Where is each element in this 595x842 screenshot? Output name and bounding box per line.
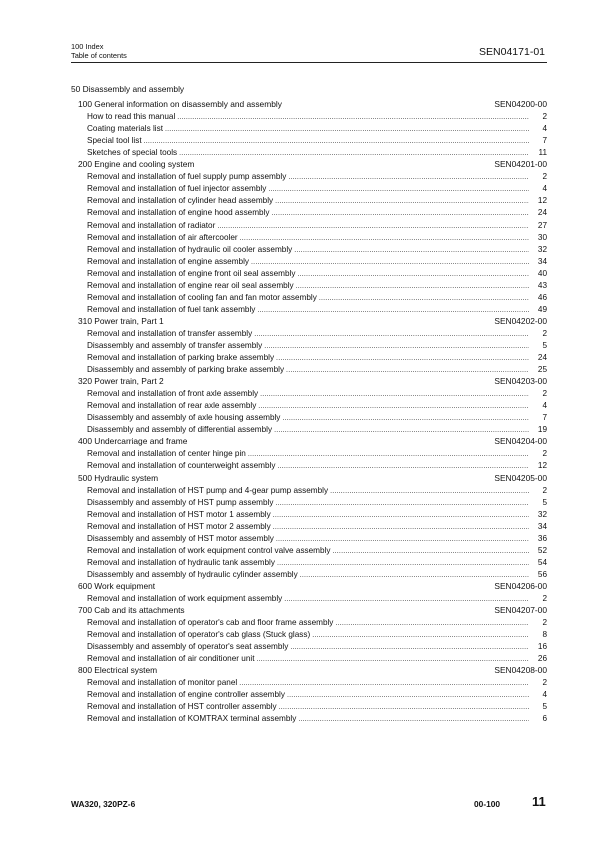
- dot-leader: [279, 702, 529, 711]
- toc-entry[interactable]: [78, 169, 548, 181]
- entry-page: 26: [537, 654, 547, 664]
- section-title: 600 Work equipment: [78, 580, 156, 591]
- entry-page: 27: [537, 220, 547, 230]
- dot-leader: [286, 365, 529, 374]
- toc-entry[interactable]: [78, 555, 548, 567]
- dot-leader: [335, 618, 529, 627]
- entry-page: 52: [537, 545, 547, 555]
- entry-title: Coating materials list: [87, 124, 163, 134]
- dot-leader: [282, 413, 529, 422]
- section-title: 320 Power train, Part 2: [78, 376, 164, 387]
- entry-title: Disassembly and assembly of parking brake assembly: [87, 365, 285, 375]
- toc-section: [78, 579, 548, 591]
- entry-title: Removal and installation of hydraulic oil cooler assembly: [87, 244, 293, 254]
- toc-entry[interactable]: [78, 398, 548, 410]
- entry-title: Removal and installation of engine controller assembly: [87, 690, 285, 700]
- toc-entry[interactable]: [78, 422, 548, 434]
- toc-entry[interactable]: [78, 326, 548, 338]
- entry-title: Removal and installation of parking brake assembly: [87, 353, 275, 363]
- toc-entry[interactable]: [78, 205, 548, 217]
- dot-leader: [319, 293, 529, 302]
- toc-entry[interactable]: [78, 266, 548, 278]
- dot-leader: [272, 208, 529, 217]
- entry-page: 4: [542, 184, 547, 194]
- entry-page: 32: [537, 244, 547, 254]
- entry-title: Sketches of special tools: [87, 148, 178, 158]
- section-title: 200 Engine and cooling system: [78, 159, 195, 170]
- dot-leader: [290, 642, 529, 651]
- section-title: 800 Electrical system: [78, 665, 158, 676]
- entry-page: 24: [537, 353, 547, 363]
- section-code: SEN04205-00: [494, 472, 547, 483]
- dot-leader: [260, 389, 529, 398]
- entry-page: 36: [537, 533, 547, 543]
- entry-page: 6: [542, 714, 547, 724]
- toc-entry[interactable]: [78, 109, 548, 121]
- entry-page: 2: [542, 328, 547, 338]
- entry-page: 4: [542, 401, 547, 411]
- dot-leader: [251, 257, 529, 266]
- entry-page: 34: [537, 521, 547, 531]
- entry-title: Disassembly and assembly of HST pump assembly: [87, 497, 274, 507]
- header-left: [71, 42, 127, 60]
- section-title: 500 Hydraulic system: [78, 472, 159, 483]
- toc-entry[interactable]: [78, 639, 548, 651]
- entry-page: 4: [542, 124, 547, 134]
- entry-page: 2: [542, 678, 547, 688]
- entry-title: Removal and installation of front axle assembly: [87, 389, 259, 399]
- entry-page: 5: [542, 497, 547, 507]
- entry-page: 5: [542, 702, 547, 712]
- dot-leader: [312, 630, 529, 639]
- section-code: SEN04206-00: [494, 580, 547, 591]
- entry-title: Removal and installation of work equipment assembly: [87, 593, 283, 603]
- dot-leader: [277, 558, 529, 567]
- dot-leader: [257, 305, 529, 314]
- entry-title: Disassembly and assembly of operator's seat assembly: [87, 642, 289, 652]
- toc-entry[interactable]: [78, 543, 548, 555]
- toc-entry[interactable]: [78, 591, 548, 603]
- toc-section: [78, 374, 548, 386]
- entry-page: 2: [542, 112, 547, 122]
- dot-leader: [275, 196, 529, 205]
- dot-leader: [287, 690, 529, 699]
- toc-section: [78, 603, 548, 615]
- dot-leader: [217, 221, 529, 230]
- entry-title: How to read this manual: [87, 112, 176, 122]
- dot-leader: [298, 714, 529, 723]
- dot-leader: [296, 281, 529, 290]
- toc-entry[interactable]: [78, 350, 548, 362]
- toc-entry[interactable]: [78, 483, 548, 495]
- section-title: 400 Undercarriage and frame: [78, 436, 188, 447]
- toc-entry[interactable]: [78, 386, 548, 398]
- section-title: 310 Power train, Part 1: [78, 315, 164, 326]
- entry-title: Removal and installation of KOMTRAX terminal assembly: [87, 714, 297, 724]
- dot-leader: [248, 449, 529, 458]
- entry-title: Disassembly and assembly of hydraulic cylinder assembly: [87, 569, 298, 579]
- dot-leader: [294, 245, 529, 254]
- header-doc-code: SEN04171-01: [479, 46, 545, 58]
- header-toc-label: Table of contents: [71, 51, 127, 60]
- entry-page: 16: [537, 642, 547, 652]
- toc-entry[interactable]: [78, 615, 548, 627]
- entry-title: Removal and installation of counterweight assembly: [87, 461, 276, 471]
- toc-entry[interactable]: [78, 338, 548, 350]
- section-code: SEN04204-00: [494, 436, 547, 447]
- toc-entry[interactable]: [78, 133, 548, 145]
- dot-leader: [273, 522, 529, 531]
- dot-leader: [258, 401, 529, 410]
- section-code: SEN04207-00: [494, 605, 547, 616]
- dot-leader: [276, 534, 529, 543]
- toc-entry[interactable]: [78, 567, 548, 579]
- footer-page-number: 11: [532, 794, 546, 809]
- section-code: SEN04200-00: [494, 99, 547, 110]
- toc-entry[interactable]: [78, 302, 548, 314]
- entry-page: 24: [537, 208, 547, 218]
- entry-title: Disassembly and assembly of transfer assembly: [87, 340, 263, 350]
- toc-entry[interactable]: [78, 278, 548, 290]
- dot-leader: [330, 486, 529, 495]
- entry-page: 25: [537, 365, 547, 375]
- dot-leader: [264, 341, 529, 350]
- entry-title: Removal and installation of monitor panel: [87, 678, 238, 688]
- dot-leader: [276, 353, 529, 362]
- entry-title: Removal and installation of work equipment control valve assembly: [87, 545, 331, 555]
- entry-title: Disassembly and assembly of HST motor assembly: [87, 533, 274, 543]
- toc-entry[interactable]: [78, 495, 548, 507]
- toc-entry[interactable]: [78, 410, 548, 422]
- footer-code: 00-100: [474, 799, 501, 809]
- dot-leader: [240, 233, 529, 242]
- entry-page: 2: [542, 449, 547, 459]
- entry-page: 2: [542, 593, 547, 603]
- entry-page: 30: [537, 232, 547, 242]
- entry-page: 54: [537, 557, 547, 567]
- dot-leader: [179, 148, 529, 157]
- toc-entry[interactable]: [78, 121, 548, 133]
- entry-title: Removal and installation of transfer assembly: [87, 328, 253, 338]
- dot-leader: [268, 184, 529, 193]
- toc-section: [78, 157, 548, 169]
- entry-page: 49: [537, 304, 547, 314]
- entry-page: 2: [542, 618, 547, 628]
- entry-title: Removal and installation of engine rear oil seal assembly: [87, 280, 294, 290]
- section-title: 100 General information on disassembly and assembly: [78, 99, 282, 110]
- toc-entry[interactable]: [78, 458, 548, 470]
- entry-title: Removal and installation of hydraulic tank assembly: [87, 557, 275, 567]
- section-code: SEN04203-00: [494, 376, 547, 387]
- entry-title: Removal and installation of air aftercooler: [87, 232, 238, 242]
- entry-title: Removal and installation of rear axle assembly: [87, 401, 257, 411]
- entry-page: 2: [542, 389, 547, 399]
- toc-entry[interactable]: [78, 242, 548, 254]
- toc-section: [78, 434, 548, 446]
- toc-section: [78, 97, 548, 109]
- dot-leader: [239, 678, 529, 687]
- entry-title: Special tool list: [87, 136, 142, 146]
- entry-title: Removal and installation of fuel injector assembly: [87, 184, 267, 194]
- entry-title: Removal and installation of HST pump and 4-gear pump assembly: [87, 485, 329, 495]
- toc-entry[interactable]: [78, 254, 548, 266]
- entry-title: Removal and installation of center hinge pin: [87, 449, 246, 459]
- section-code: SEN04201-00: [494, 159, 547, 170]
- toc-entry[interactable]: [78, 181, 548, 193]
- entry-page: 40: [537, 268, 547, 278]
- header-rule: [71, 62, 547, 63]
- table-of-contents: [78, 97, 548, 723]
- entry-page: 32: [537, 509, 547, 519]
- toc-entry[interactable]: [78, 711, 548, 723]
- header-index-label: 100 Index: [71, 42, 104, 51]
- dot-leader: [275, 498, 529, 507]
- entry-title: Disassembly and assembly of axle housing assembly: [87, 413, 281, 423]
- toc-entry[interactable]: [78, 193, 548, 205]
- entry-page: 7: [542, 413, 547, 423]
- dot-leader: [273, 510, 529, 519]
- entry-title: Removal and installation of fuel supply pump assembly: [87, 172, 287, 182]
- toc-entry[interactable]: [78, 446, 548, 458]
- toc-section: [78, 470, 548, 482]
- dot-leader: [277, 461, 529, 470]
- dot-leader: [288, 172, 529, 181]
- entry-page: 8: [542, 630, 547, 640]
- entry-title: Removal and installation of operator's cab and floor frame assembly: [87, 618, 334, 628]
- entry-title: Removal and installation of HST motor 1 assembly: [87, 509, 271, 519]
- dot-leader: [165, 124, 529, 133]
- entry-title: Removal and installation of cylinder head assembly: [87, 196, 274, 206]
- entry-title: Removal and installation of HST motor 2 assembly: [87, 521, 271, 531]
- toc-entry[interactable]: [78, 290, 548, 302]
- toc-entry[interactable]: [78, 217, 548, 229]
- entry-page: 43: [537, 280, 547, 290]
- toc-entry[interactable]: [78, 507, 548, 519]
- entry-page: 11: [538, 148, 547, 158]
- entry-title: Removal and installation of air conditioner unit: [87, 654, 255, 664]
- toc-entry[interactable]: [78, 627, 548, 639]
- entry-page: 5: [542, 340, 547, 350]
- toc-entry[interactable]: [78, 145, 548, 157]
- entry-title: Removal and installation of cooling fan and fan motor assembly: [87, 292, 317, 302]
- entry-title: Removal and installation of engine hood assembly: [87, 208, 270, 218]
- entry-title: Removal and installation of radiator: [87, 220, 216, 230]
- dot-leader: [300, 570, 529, 579]
- chapter-title: 50 Disassembly and assembly: [71, 84, 185, 94]
- entry-title: Removal and installation of engine front oil seal assembly: [87, 268, 296, 278]
- entry-page: 4: [542, 690, 547, 700]
- entry-title: Removal and installation of HST controller assembly: [87, 702, 277, 712]
- entry-title: Disassembly and assembly of differential assembly: [87, 425, 273, 435]
- section-code: SEN04202-00: [494, 315, 547, 326]
- toc-entry[interactable]: [78, 687, 548, 699]
- entry-title: Removal and installation of operator's cab glass (Stuck glass): [87, 630, 311, 640]
- entry-title: Removal and installation of fuel tank assembly: [87, 304, 256, 314]
- dot-leader: [297, 269, 529, 278]
- toc-entry[interactable]: [78, 519, 548, 531]
- dot-leader: [256, 654, 529, 663]
- entry-page: 46: [537, 292, 547, 302]
- dot-leader: [177, 112, 529, 121]
- entry-page: 12: [537, 196, 547, 206]
- entry-page: 12: [537, 461, 547, 471]
- entry-page: 34: [537, 256, 547, 266]
- dot-leader: [284, 594, 529, 603]
- entry-page: 2: [542, 485, 547, 495]
- toc-entry[interactable]: [78, 230, 548, 242]
- entry-page: 19: [537, 425, 547, 435]
- toc-entry[interactable]: [78, 651, 548, 663]
- toc-entry[interactable]: [78, 531, 548, 543]
- toc-section: [78, 314, 548, 326]
- section-code: SEN04208-00: [494, 665, 547, 676]
- entry-page: 7: [542, 136, 547, 146]
- dot-leader: [332, 546, 529, 555]
- entry-page: 2: [542, 172, 547, 182]
- section-title: 700 Cab and its attachments: [78, 605, 185, 616]
- dot-leader: [144, 136, 529, 145]
- dot-leader: [254, 329, 529, 338]
- toc-entry[interactable]: [78, 699, 548, 711]
- footer-model: WA320, 320PZ-6: [71, 799, 136, 809]
- entry-page: 56: [537, 569, 547, 579]
- dot-leader: [274, 425, 529, 434]
- toc-section: [78, 663, 548, 675]
- entry-title: Removal and installation of engine assembly: [87, 256, 250, 266]
- toc-entry[interactable]: [78, 675, 548, 687]
- toc-entry[interactable]: [78, 362, 548, 374]
